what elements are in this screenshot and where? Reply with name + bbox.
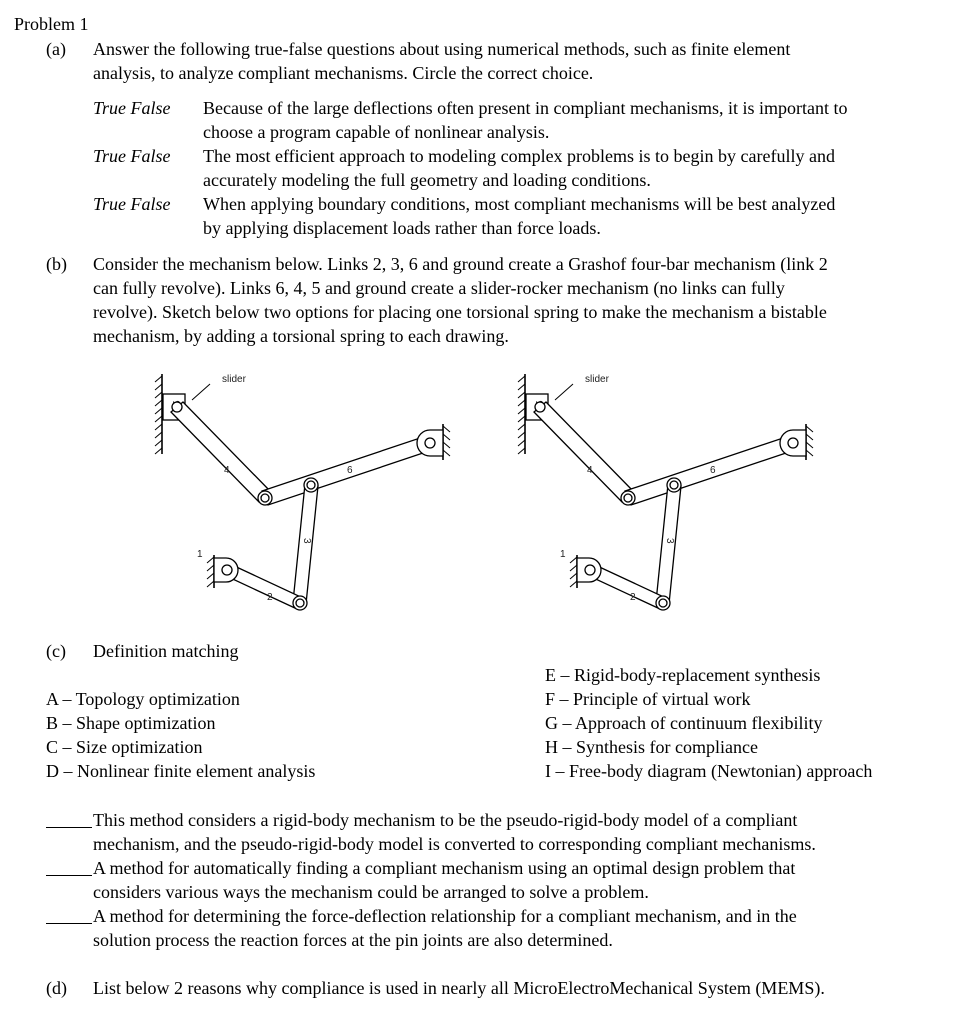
answer-blank-1[interactable] <box>46 827 92 828</box>
part-b-label: (b) <box>46 254 67 274</box>
option-b: B – Shape optimization <box>46 713 216 733</box>
part-b-line4: mechanism, by adding a torsional spring to each drawing. <box>93 326 509 346</box>
link-3-label-2: 3 <box>664 538 675 544</box>
slider-label: slider <box>222 374 246 385</box>
option-f: F – Principle of virtual work <box>545 689 751 709</box>
link-4-label: 4 <box>224 465 230 476</box>
answer-blank-2[interactable] <box>46 875 92 876</box>
link-4-label-2: 4 <box>587 465 593 476</box>
tf-statement-1-line2: choose a program capable of nonlinear analysis. <box>203 122 550 142</box>
part-d-label: (d) <box>46 978 67 998</box>
option-g: G – Approach of continuum flexibility <box>545 713 823 733</box>
slider-label-2: slider <box>585 374 609 385</box>
link-4-2 <box>534 402 634 502</box>
part-a-intro-line1: Answer the following true-false questions about using numerical methods, such as finite element <box>93 39 791 59</box>
option-c: C – Size optimization <box>46 737 203 757</box>
link-2-label: 2 <box>267 592 273 603</box>
link-1-label-2: 1 <box>560 549 566 560</box>
definition-3-line1: A method for determining the force-deflection relationship for a compliant mechanism, and in the <box>93 906 797 926</box>
link-3-2 <box>656 484 681 604</box>
tf-choice-1[interactable]: True False <box>93 98 171 118</box>
tf-statement-2-line2: accurately modeling the full geometry and loading conditions. <box>203 170 651 190</box>
answer-blank-3[interactable] <box>46 923 92 924</box>
part-b-line3: revolve). Sketch below two options for placing one torsional spring to make the mechanism a bistable <box>93 302 827 322</box>
definition-2-line1: A method for automatically finding a compliant mechanism using an optimal design problem that <box>93 858 796 878</box>
option-h: H – Synthesis for compliance <box>545 737 758 757</box>
definition-2-line2: considers various ways the mechanism could be arranged to solve a problem. <box>93 882 649 902</box>
mechanism-diagram-1[interactable] <box>140 360 470 622</box>
part-b-line1: Consider the mechanism below. Links 2, 3, 6 and ground create a Grashof four-bar mechanism (link 2 <box>93 254 828 274</box>
link-1-label: 1 <box>197 549 203 560</box>
tf-statement-3-line2: by applying displacement loads rather than force loads. <box>203 218 601 238</box>
tf-statement-2-line1: The most efficient approach to modeling complex problems is to begin by carefully and <box>203 146 835 166</box>
definition-1-line2: mechanism, and the pseudo-rigid-body model is converted to corresponding compliant mechanisms. <box>93 834 816 854</box>
part-b-line2: can fully revolve). Links 6, 4, 5 and ground create a slider-rocker mechanism (no links can fully <box>93 278 785 298</box>
tf-choice-2[interactable]: True False <box>93 146 171 166</box>
link-6-label: 6 <box>347 465 353 476</box>
part-c-label: (c) <box>46 641 66 661</box>
part-c-title: Definition matching <box>93 641 239 661</box>
definition-3-line2: solution process the reaction forces at the pin joints are also determined. <box>93 930 613 950</box>
option-i: I – Free-body diagram (Newtonian) approach <box>545 761 873 781</box>
link-2-label-2: 2 <box>630 592 636 603</box>
part-a-intro-line2: analysis, to analyze compliant mechanisms. Circle the correct choice. <box>93 63 594 83</box>
tf-statement-1-line1: Because of the large deflections often present in compliant mechanisms, it is important to <box>203 98 848 118</box>
problem-title: Problem 1 <box>14 14 89 34</box>
link-3-label: 3 <box>301 538 312 544</box>
link-6-label-2: 6 <box>710 465 716 476</box>
definition-1-line1: This method considers a rigid-body mechanism to be the pseudo-rigid-body model of a compliant <box>93 810 798 830</box>
option-d: D – Nonlinear finite element analysis <box>46 761 316 781</box>
link-3 <box>293 484 318 604</box>
tf-statement-3-line1: When applying boundary conditions, most compliant mechanisms will be best analyzed <box>203 194 836 214</box>
option-e: E – Rigid-body-replacement synthesis <box>545 665 821 685</box>
mechanism-diagram-2[interactable] <box>503 360 833 622</box>
tf-choice-3[interactable]: True False <box>93 194 171 214</box>
part-a-label: (a) <box>46 39 66 59</box>
part-d-text: List below 2 reasons why compliance is used in nearly all MicroElectroMechanical System (MEMS). <box>93 978 825 998</box>
option-a: A – Topology optimization <box>46 689 240 709</box>
link-4 <box>171 402 271 502</box>
